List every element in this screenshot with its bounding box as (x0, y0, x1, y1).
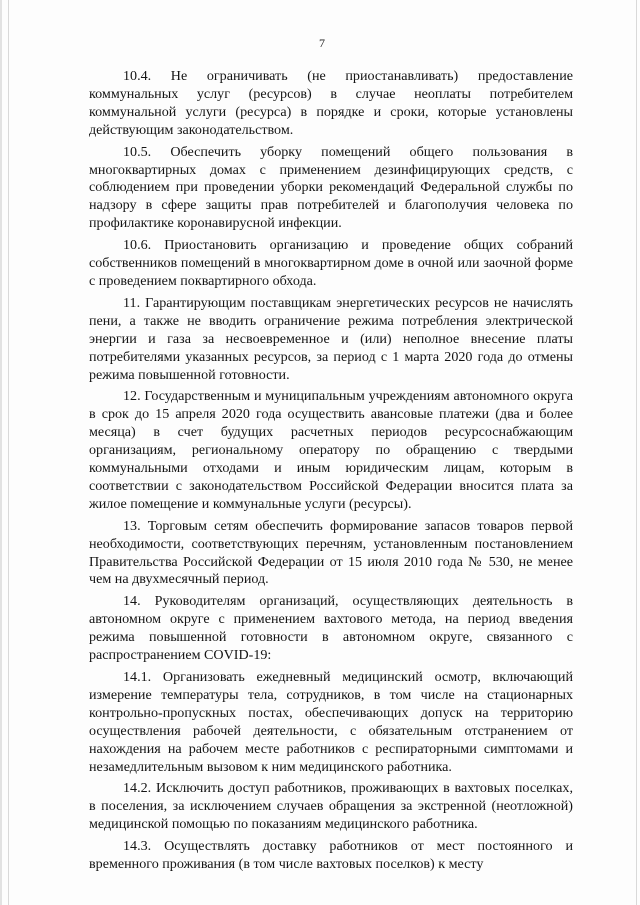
scan-edge-right (636, 0, 637, 905)
paragraph-14-2: 14.2. Исключить доступ работников, проживающих в вахтовых поселках, в поселения, за исключением случаев обращения за экстренной (неотложной) медицинской помощью по показаниям медицинского работника. (89, 780, 573, 833)
paragraph-12: 12. Государственным и муниципальным учреждениям автономного округа в срок до 15 апреля 2020 года осуществить авансовые платежи (два и более месяца) в счет будущих расчетных периодов ресурсоснабжающим организациям, региональному оператору по обращению с твердыми коммунальными отходами и иным юридическим лицам, которым в соответствии с законодательством Российской Федерации вносится плата за жилое помещение и коммунальные услуги (ресурсы). (89, 388, 573, 512)
paragraph-11: 11. Гарантирующим поставщикам энергетических ресурсов не начислять пени, а также не вводить ограничение режима потребления электрической энергии и газа за несвоевременное и (или) неполное внесение платы потребителями указанных ресурсов, за период с 1 марта 2020 года до отмены режима повышенной готовности. (89, 294, 573, 383)
paragraph-14-1: 14.1. Организовать ежедневный медицинский осмотр, включающий измерение температуры тела, сотрудников, в том числе на стационарных контрольно-пропускных постах, обеспечивающих допуск на территорию осуществления рабочей деятельности, с обязательным отстранением от нахождения на рабочем месте работников с респираторными симптомами и незамедлительным вызовом к ним медицинского работника. (89, 669, 573, 775)
scan-edge-left (8, 0, 9, 905)
paragraph-14-3: 14.3. Осуществлять доставку работников от мест постоянного и временного проживания (в том числе вахтовых поселков) к месту (89, 838, 573, 873)
paragraph-10-6: 10.6. Приостановить организацию и проведение общих собраний собственников помещений в многоквартирном доме в очной или заочной форме с проведением поквартирного обхода. (89, 237, 573, 289)
paragraph-14: 14. Руководителям организаций, осуществляющих деятельность в автономном округе с применением вахтового метода, на период введения режима повышенной готовности в автономном округе, связанного с распространением COVID-19: (89, 593, 573, 664)
paragraph-10-4: 10.4. Не ограничивать (не приостанавливать) предоставление коммунальных услуг (ресурсов) в случае неоплаты потребителем коммунальной услуги (ресурса) в порядке и сроки, которые установлены действующим законодательством. (89, 68, 573, 138)
paragraph-13: 13. Торговым сетям обеспечить формирование запасов товаров первой необходимости, соответствующих перечням, установленным постановлением Правительства Российской Федерации от 15 июля 2010 года № 530, не менее чем на двухмесячный период. (89, 517, 573, 588)
paragraph-10-5: 10.5. Обеспечить уборку помещений общего пользования в многоквартирных домах с применением дезинфицирующих средств, с соблюдением при проведении уборки рекомендаций Федеральной службы по надзору в сфере защиты прав потребителей и благополучия человека по профилактике коронавирусной инфекции. (89, 143, 573, 232)
page-number: 7 (319, 36, 325, 50)
document-body (89, 68, 573, 878)
